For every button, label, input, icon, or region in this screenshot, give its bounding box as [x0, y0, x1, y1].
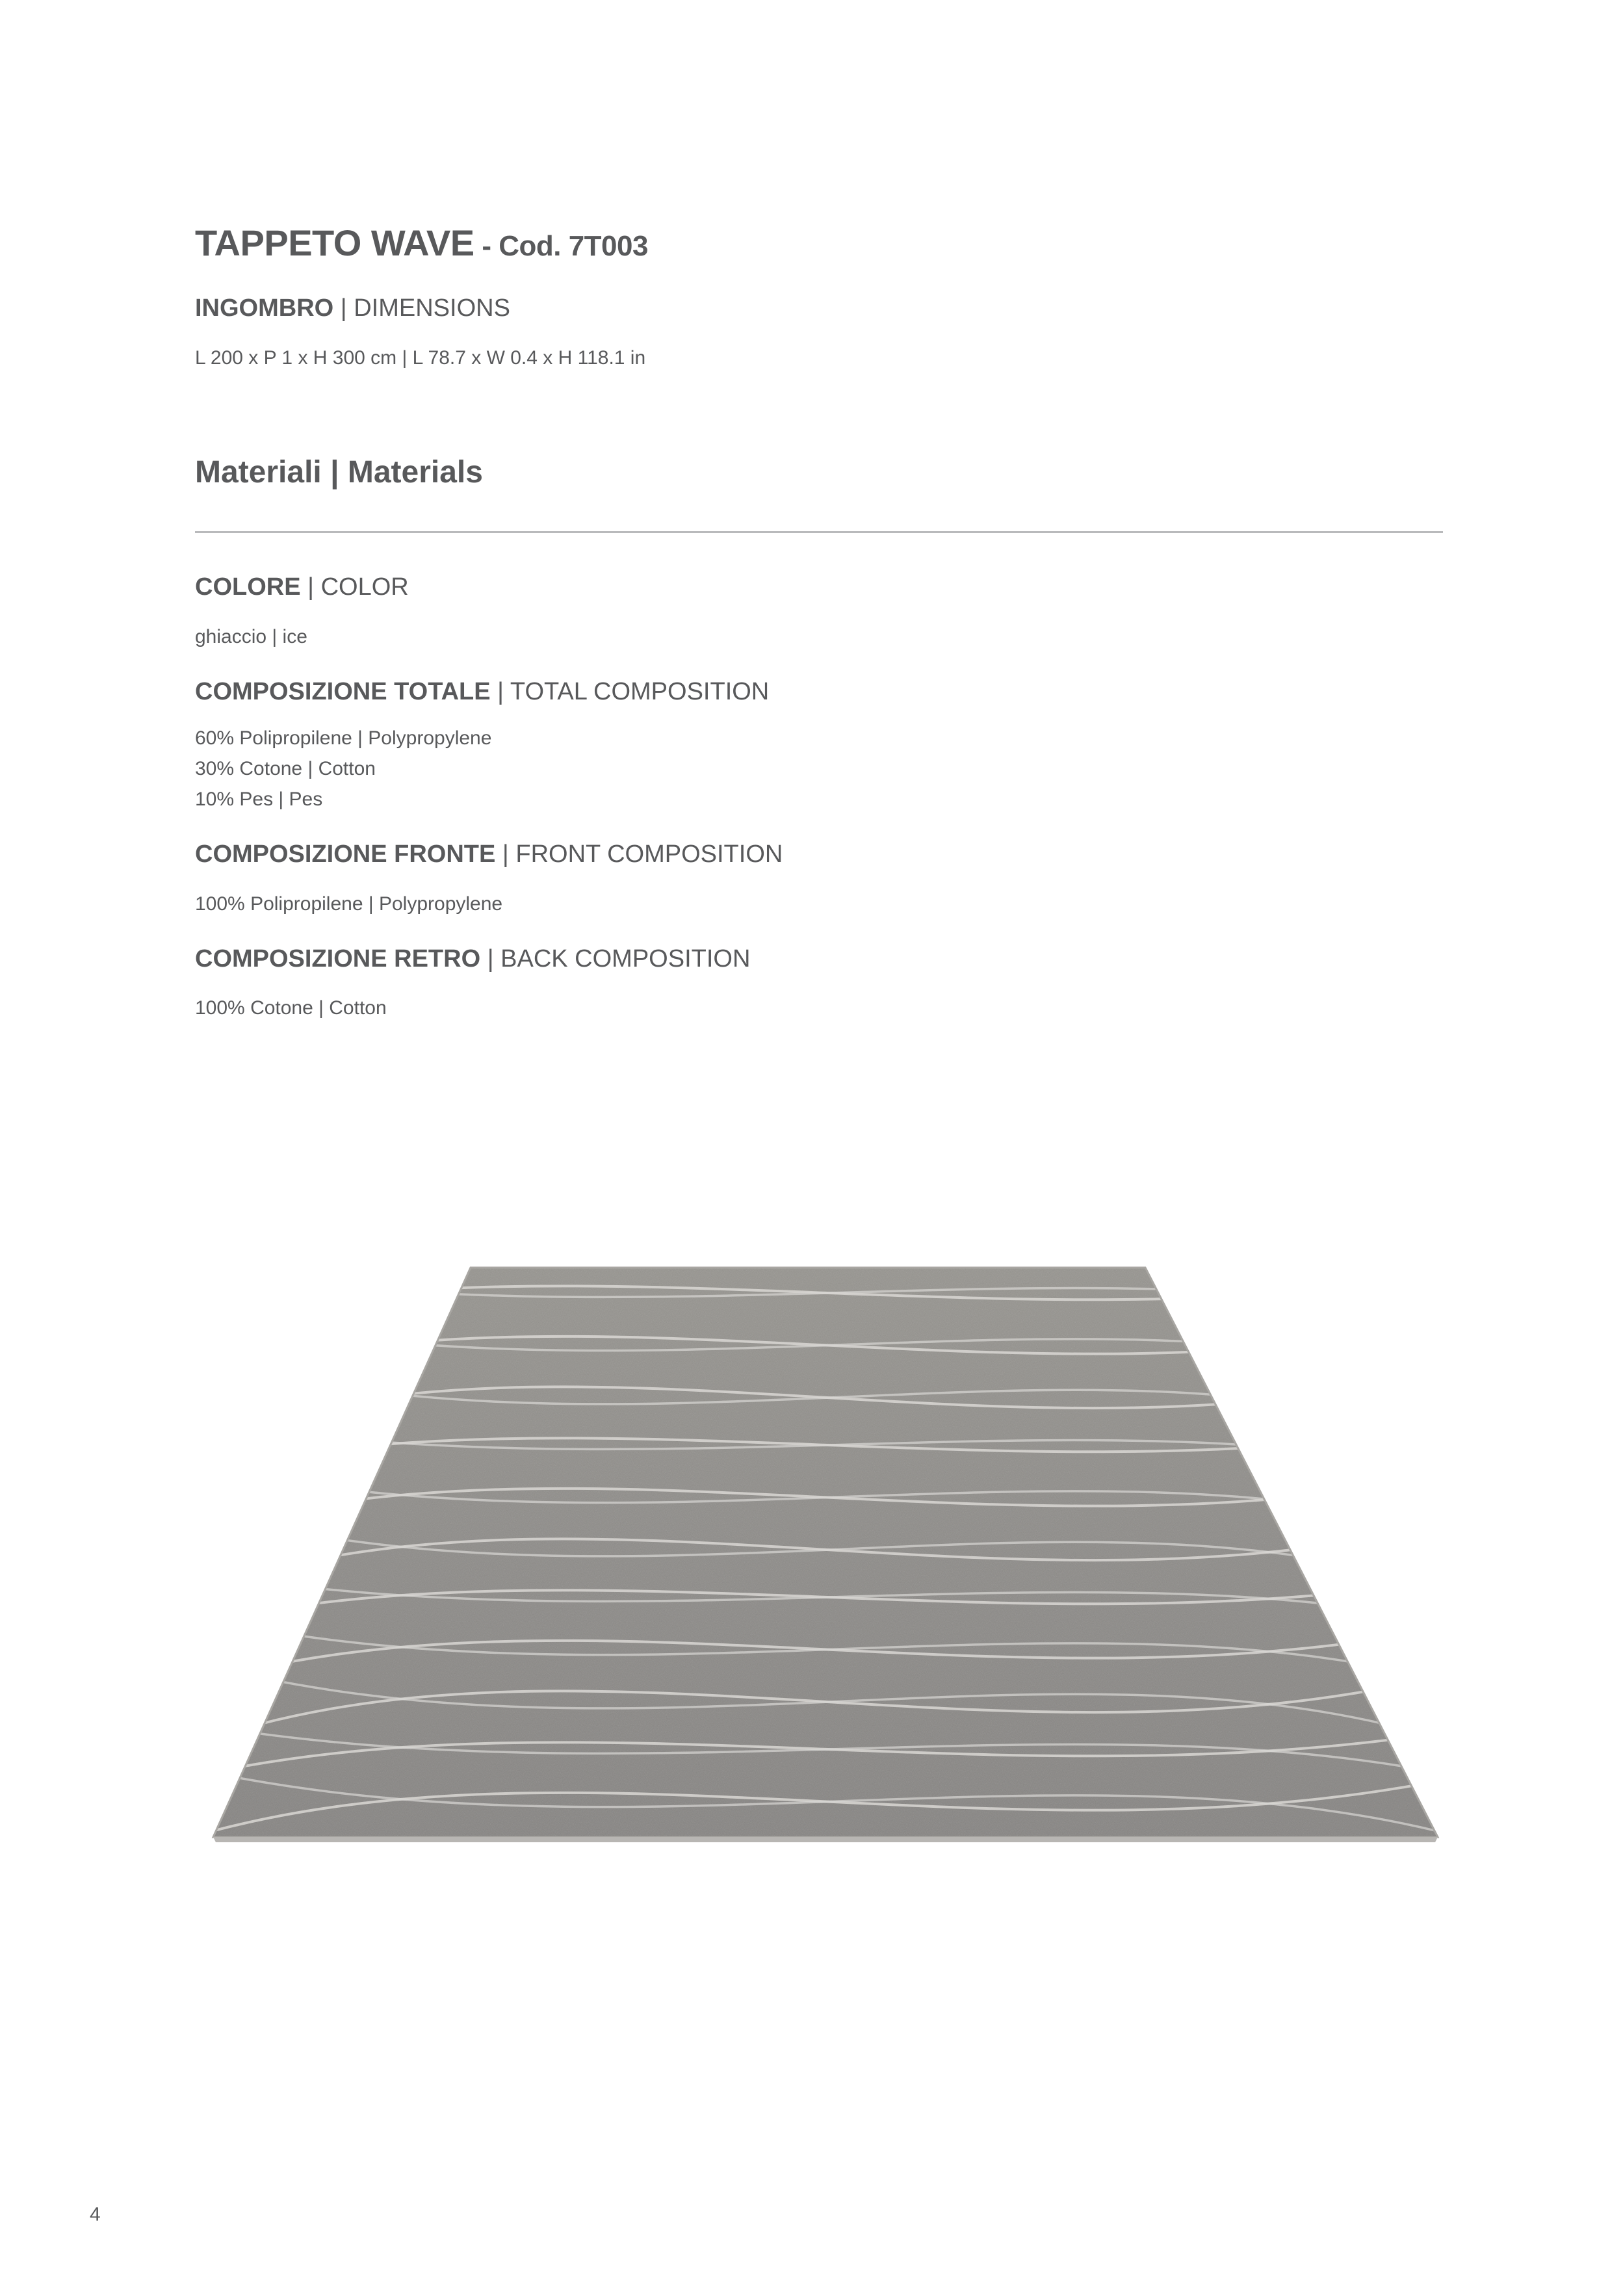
front-composition-heading: [195, 839, 1443, 870]
total-composition-heading: [195, 677, 1443, 708]
page-number: 4: [90, 2204, 101, 2225]
dimensions-heading-en: DIMENSIONS: [354, 294, 510, 322]
color-heading: [195, 572, 1443, 603]
color-value: ghiaccio | ice: [195, 625, 307, 647]
color-heading-it: COLORE: [195, 573, 301, 601]
total-composition-line: 10% Pes | Pes: [195, 789, 323, 811]
total-composition-heading-en: TOTAL COMPOSITION: [510, 677, 770, 705]
rug-shadow: [213, 1837, 1438, 1842]
color-heading-en: COLOR: [320, 573, 409, 601]
dimensions-heading-it: INGOMBRO: [195, 294, 334, 322]
product-code: - Cod. 7T003: [474, 230, 648, 262]
dimensions-value: L 200 x P 1 x H 300 cm | L 78.7 x W 0.4 x H 118.1 in: [195, 346, 646, 369]
front-composition-heading-it: COMPOSIZIONE FRONTE: [195, 841, 496, 868]
back-composition-heading-it: COMPOSIZIONE RETRO: [195, 945, 481, 972]
back-composition-value: 100% Cotone | Cotton: [195, 997, 387, 1019]
materials-title: Materiali | Materials: [195, 454, 483, 489]
front-composition-value: 100% Polipropilene | Polypropylene: [195, 893, 503, 915]
dimensions-heading-sep: |: [333, 294, 354, 322]
rug-illustration: [208, 1261, 1443, 1859]
total-composition-heading-sep: |: [490, 677, 510, 705]
total-composition-heading-it: COMPOSIZIONE TOTALE: [195, 677, 491, 705]
front-composition-heading-en: FRONT COMPOSITION: [515, 841, 783, 868]
product-info: [195, 221, 1443, 1023]
dimensions-heading: [195, 293, 1443, 324]
back-composition-heading: [195, 944, 1443, 975]
color-heading-sep: |: [300, 573, 321, 601]
product-name: TAPPETO WAVE: [195, 222, 474, 263]
back-composition-heading-sep: |: [480, 945, 501, 972]
total-composition-line: 30% Cotone | Cotton: [195, 758, 376, 780]
total-composition-line: 60% Polipropilene | Polypropylene: [195, 727, 492, 750]
rug-product-image: [208, 1261, 1443, 1859]
front-composition-heading-sep: |: [495, 841, 516, 868]
product-title: [195, 221, 1443, 265]
back-composition-heading-en: BACK COMPOSITION: [500, 945, 751, 972]
